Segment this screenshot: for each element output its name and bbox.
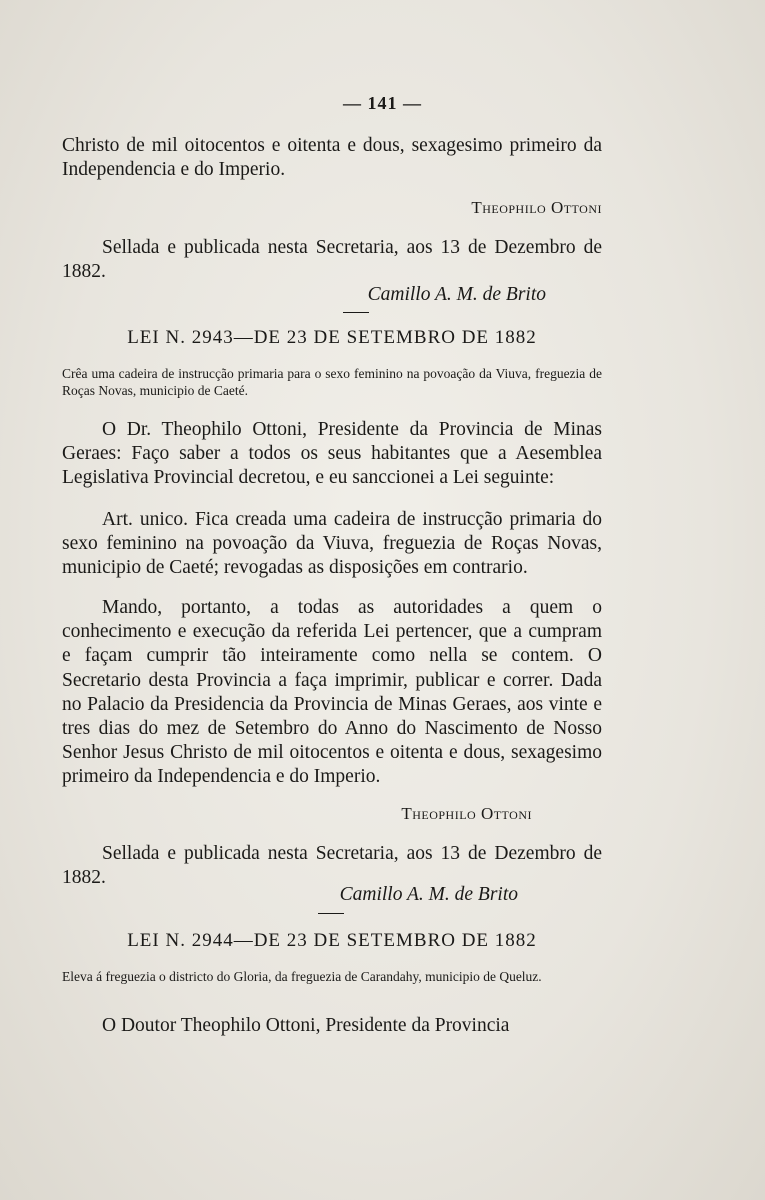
law-2943-mandate: Mando, portanto, a todas as autoridades a quem o conhecimento e execução da referida Lei pertencer, que a cumpram e façam cumprir tão inteiramente como nella se contem. O Secretario desta Provincia a faça imprimir, publicar e correr. Dada no Palacio da Presidencia da Provincia de Minas Geraes, aos vinte e tres dias do mez de Setembro do Anno do Nascimento de Nosso Senhor Jesus Christo de mil oitocentos e oitenta e dous, sexagesimo primeiro da Independencia e do Imperio. bbox=[62, 597, 602, 788]
prev-law-closing-text: Christo de mil oitocentos e oitenta e dous, sexagesimo primeiro da Independencia e do Imperio. bbox=[62, 135, 602, 181]
prev-law-signature: Theophilo Ottoni bbox=[471, 198, 602, 217]
law-2943-heading: LEI N. 2943—DE 23 DE SETEMBRO DE 1882 bbox=[127, 327, 537, 348]
law-2943-summary: Crêa uma cadeira de instrucção primaria para o sexo feminino na povoação da Viuva, freguezia de Roças Novas, municipio de Caeté. bbox=[62, 366, 602, 398]
section-divider bbox=[318, 913, 344, 914]
law-2944-heading: LEI N. 2944—DE 23 DE SETEMBRO DE 1882 bbox=[127, 930, 537, 951]
law-2943-signature: Theophilo Ottoni bbox=[401, 804, 532, 823]
page-number-value: 141 bbox=[367, 93, 398, 113]
law-2943-preamble: O Dr. Theophilo Ottoni, Presidente da Provincia de Minas Geraes: Faço saber a todos os seus habitantes que a Aesemblea Legislativa Provincial decretou, e eu sanccionei a Lei seguinte: bbox=[62, 419, 602, 489]
law-2944-preamble-start: O Doutor Theophilo Ottoni, Presidente da Provincia bbox=[102, 1015, 510, 1036]
law-2943-secretary: Camillo A. M. de Brito bbox=[339, 884, 518, 905]
page-number: — 141 — bbox=[343, 93, 422, 113]
prev-law-sealed-text: Sellada e publicada nesta Secretaria, aos 13 de Dezembro de 1882. bbox=[62, 237, 602, 283]
law-2943-article: Art. unico. Fica creada uma cadeira de instrucção primaria do sexo feminino na povoação da Viuva, freguezia de Roças Novas, municipio de Caeté; revogadas as disposições em contrario. bbox=[62, 509, 602, 579]
law-2944-summary: Eleva á freguezia o districto do Gloria, da freguezia de Carandahy, municipio de Queluz. bbox=[62, 969, 542, 984]
law-2943-sealed-text: Sellada e publicada nesta Secretaria, aos 13 de Dezembro de 1882. bbox=[62, 843, 602, 889]
prev-law-secretary: Camillo A. M. de Brito bbox=[367, 284, 546, 305]
section-divider bbox=[343, 312, 369, 313]
